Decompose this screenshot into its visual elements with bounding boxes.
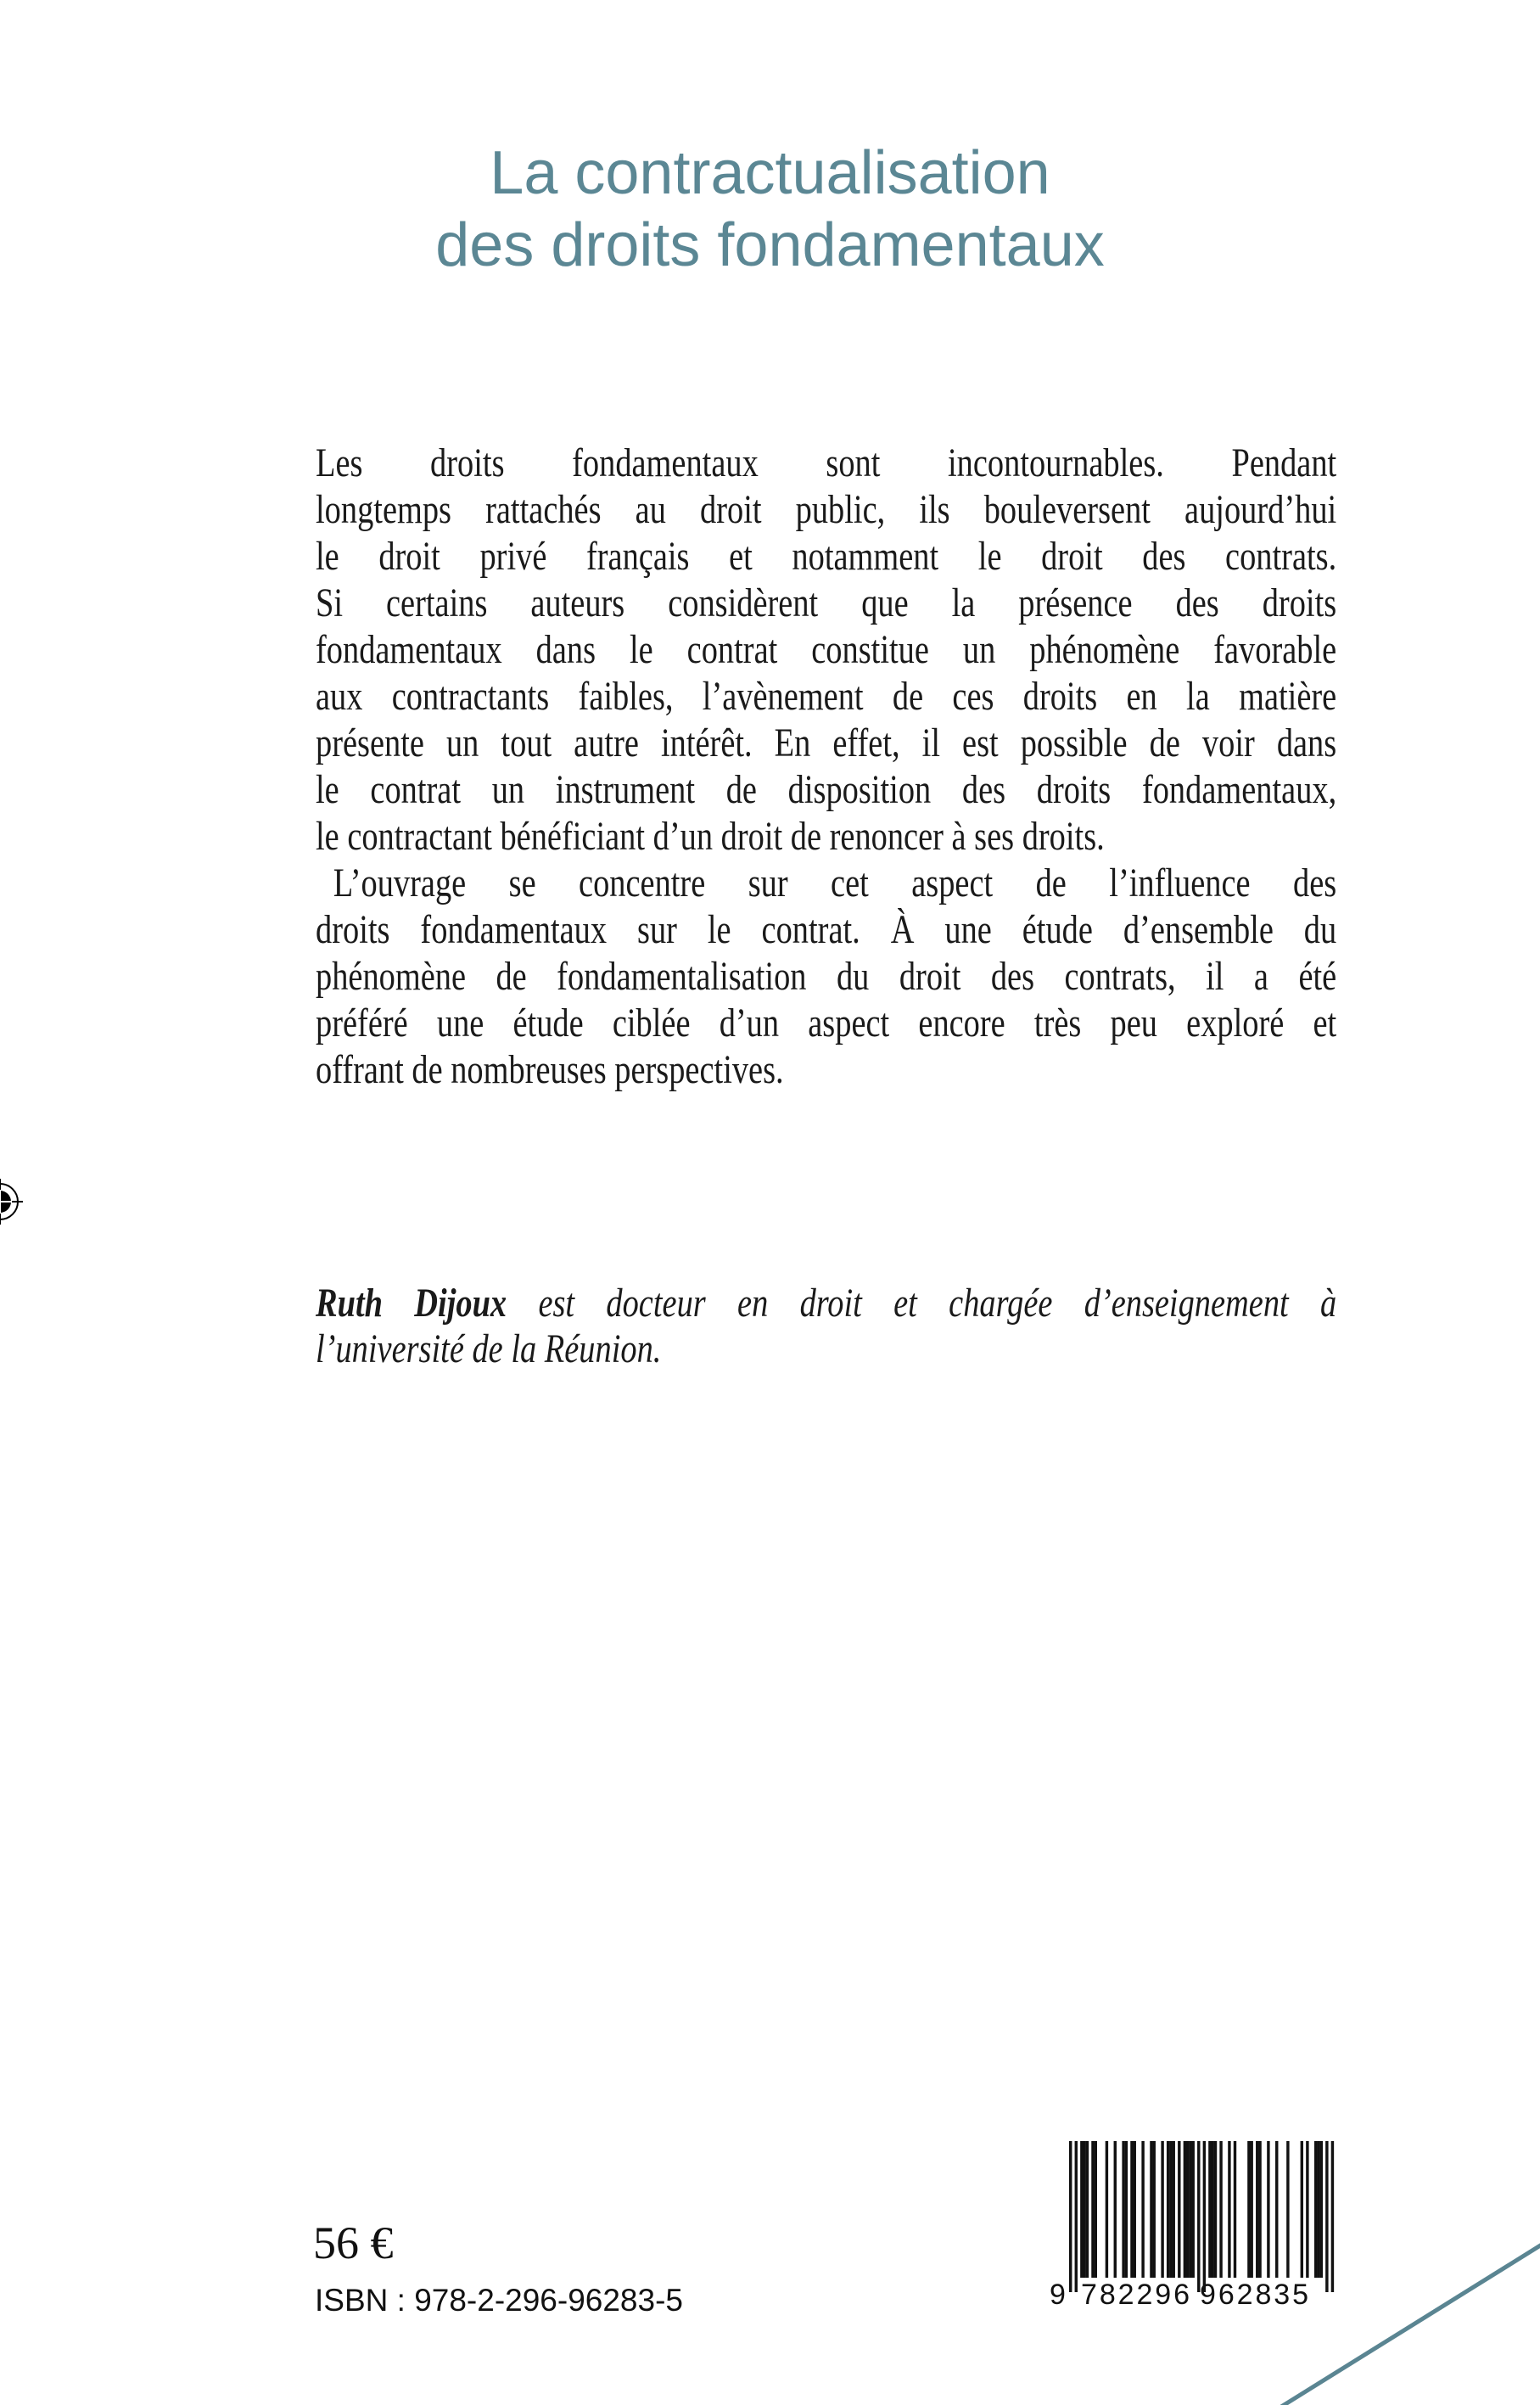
author-bio-text-1: est docteur en droit et chargée d’enseignement à xyxy=(507,1281,1337,1326)
price: 56 € xyxy=(313,2217,394,2268)
barcode-left-digits: 782296 xyxy=(1081,2279,1190,2311)
text-line: le droit privé français et notamment le droit des contrats. xyxy=(316,534,1337,579)
barcode-lead-digit: 9 xyxy=(1050,2279,1066,2311)
barcode-right-digits: 962835 xyxy=(1200,2279,1308,2311)
author-name: Ruth Dijoux xyxy=(316,1281,507,1326)
text-line: longtemps rattachés au droit public, ils bouleversent aujourd’hui xyxy=(316,487,1337,532)
title-line-2: des droits fondamentaux xyxy=(435,211,1105,279)
text-line: le contrat un instrument de disposition des droits fondamentaux, xyxy=(316,767,1337,812)
text-line: aux contractants faibles, l’avènement de ces droits en la matière xyxy=(316,674,1337,719)
isbn: ISBN : 978-2-296-96283-5 xyxy=(315,2283,683,2318)
text-line: présente un tout autre intérêt. En effet, il est possible de voir dans xyxy=(316,720,1337,765)
text-line: phénomène de fondamentalisation du droit des contrats, il a été xyxy=(316,954,1337,999)
text-line: fondamentaux dans le contrat constitue un phénomène favorable xyxy=(316,627,1337,672)
text-line: Si certains auteurs considèrent que la présence des droits xyxy=(316,580,1337,625)
text-line: L’ouvrage se concentre sur cet aspect de l’influence des xyxy=(333,861,1337,905)
title-line-1: La contractualisation xyxy=(490,139,1050,207)
text-line: Les droits fondamentaux sont incontournables. Pendant xyxy=(316,440,1337,485)
text-line: offrant de nombreuses perspectives. xyxy=(316,1047,784,1092)
text-line: droits fondamentaux sur le contrat. À une étude d’ensemble du xyxy=(316,907,1337,952)
text-line: le contractant bénéficiant d’un droit de renoncer à ses droits. xyxy=(316,814,1105,859)
author-bio-line-2: l’université de la Réunion. xyxy=(316,1326,662,1371)
text-line: préféré une étude ciblée d’un aspect encore très peu exploré et xyxy=(316,1001,1337,1046)
